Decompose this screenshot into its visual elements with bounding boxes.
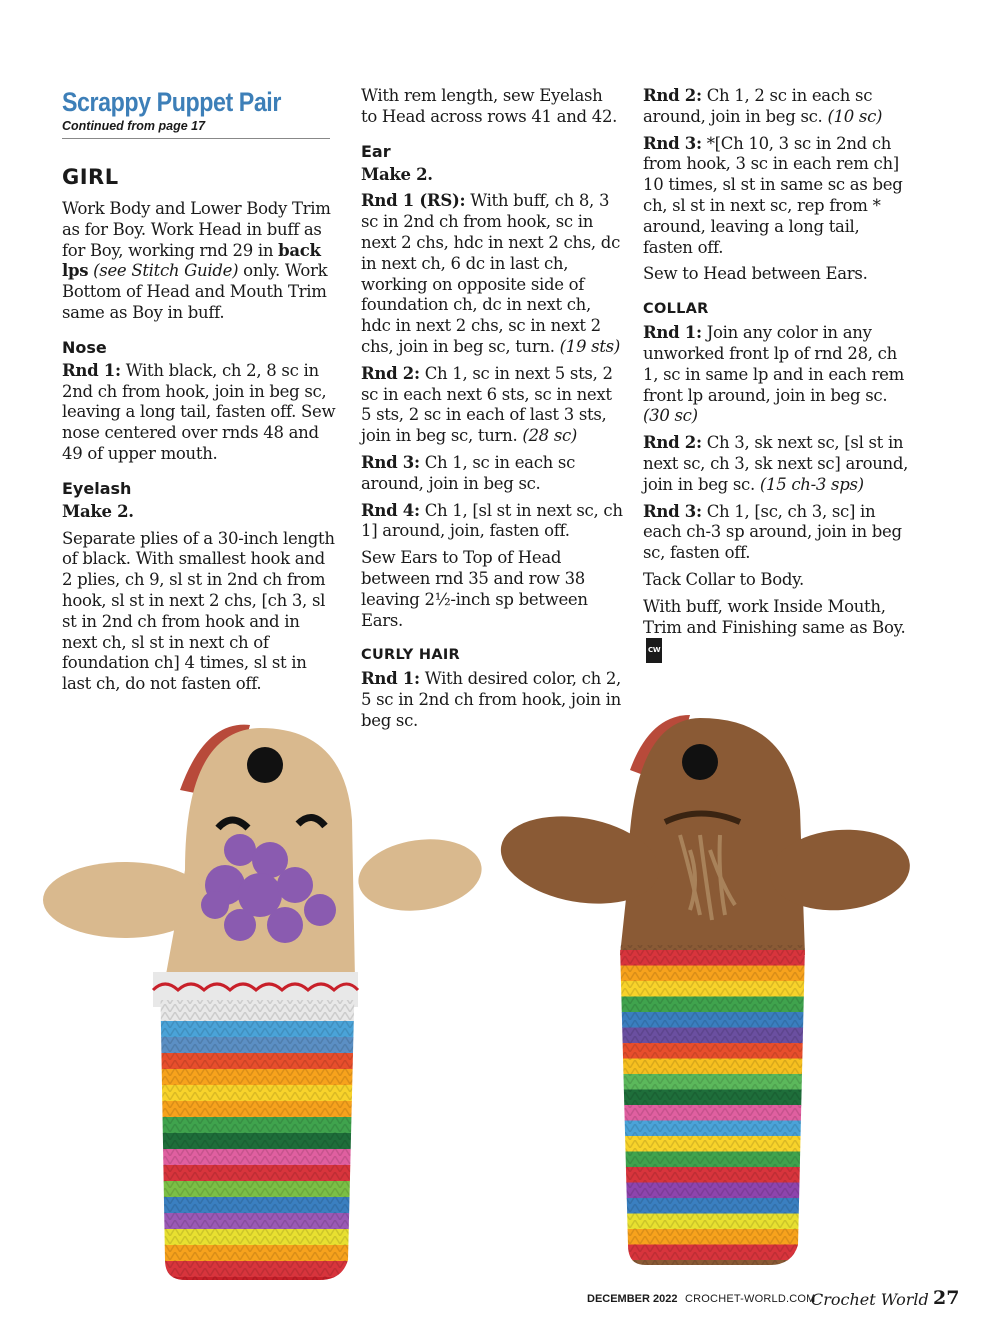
girl-right-ear — [354, 832, 487, 919]
ear-rnd-1: Rnd 1 (RS): With buff, ch 8, 3 sc in 2nd ch from hook, sc in next 2 chs, hdc in next 2 chs, dc in next ch, 6 dc in last ch, working on opposite side of foundation ch, dc in next ch, hdc in next 2 chs, sc in next 2 chs, join in beg sc, turn. (19 sts) — [361, 191, 621, 356]
collar-rnd-1: Rnd 1: Join any color in any unworked front lp of rnd 28, ch 1, sc in same lp and in each rem front lp around, join in beg sc. (30 sc) — [643, 323, 904, 426]
continued-note: Continued from page 17 — [62, 119, 206, 133]
eyelash-heading: Eyelash — [62, 478, 132, 498]
collar-rnd-3: Rnd 3: Ch 1, [sc, ch 3, sc] in each ch-3 sp around, join in beg sc, fasten off. — [643, 501, 902, 563]
eyelash-instructions: Separate plies of a 30-inch length of black. With smallest hook and 2 plies, ch 9, sl st in 2nd ch from hook, sl st in next 2 chs, [ch 3, sl st in 2nd ch from hook and in next ch, sl st in next ch of foundation ch] 4 times, sl st in last ch, do not fasten off. — [62, 528, 335, 694]
boy-puppet — [494, 715, 913, 1276]
nose-heading: Nose — [62, 337, 107, 357]
article-title: Scrappy Puppet Pair — [62, 87, 281, 117]
hair-rnd-2: Rnd 2: Ch 1, 2 sc in each sc around, join in beg sc. (10 sc) — [643, 86, 883, 126]
tack-collar: Tack Collar to Body. — [643, 569, 804, 589]
footer-magazine: Crochet World — [811, 1290, 929, 1309]
ear-sew: Sew Ears to Top of Head between rnd 35 and row 38 leaving 2½-inch sp between Ears. — [361, 548, 588, 630]
title-divider — [62, 138, 330, 139]
collar-rnd-2: Rnd 2: Ch 3, sk next sc, [sl st in next sc, ch 3, sk next sc] around, join in beg sc. (15 ch-3 sps) — [643, 433, 909, 494]
boy-nose — [682, 744, 718, 780]
puppet-photo — [0, 700, 999, 1300]
ear-rnd-4: Rnd 4: Ch 1, [sl st in next sc, ch 1] around, join, fasten off. — [361, 500, 623, 541]
column-2 — [361, 86, 623, 738]
column-1 — [62, 86, 338, 701]
curly-hair-heading: CURLY HAIR — [361, 647, 461, 664]
end-mark-icon: CW — [646, 638, 662, 663]
eyelash-sew: With rem length, sew Eyelash to Head across rows 41 and 42. — [361, 86, 618, 126]
section-heading-girl: GIRL — [62, 165, 119, 189]
finishing: With buff, work Inside Mouth, Trim and Finishing same as Boy.CW — [643, 597, 913, 663]
girl-left-ear — [43, 862, 207, 938]
ear-rnd-3: Rnd 3: Ch 1, sc in each sc around, join in beg sc. — [361, 452, 576, 493]
page-footer — [560, 1287, 960, 1310]
ear-heading: Ear — [361, 141, 391, 161]
column-3 — [643, 86, 913, 669]
hair-rnd-3: Rnd 3: *[Ch 10, 3 sc in 2nd ch from hook, 3 sc in each rem ch] 10 times, sl st in same sc as beg ch, sl st in next sc, rep from * around, leaving a long tail, fasten off. — [643, 133, 903, 257]
footer-date: DECEMBER 2022 — [587, 1293, 678, 1305]
nose-rnd-1: Rnd 1: With black, ch 2, 8 sc in 2nd ch from hook, join in beg sc, leaving a long tail, fasten off. Sew nose centered over rnds 48 and 49 of upper mouth. — [62, 360, 336, 463]
footer-website: CROCHET-WORLD.COM — [685, 1293, 816, 1305]
girl-intro: Work Body and Lower Body Trim as for Boy. Work Head in buff as for Boy, working rnd 29 in back lps (see Stitch Guide) only. Work Bottom of Head and Mouth Trim same as Boy in buff. — [62, 199, 331, 322]
ear-make-count: Make 2. — [361, 164, 433, 184]
ear-rnd-2: Rnd 2: Ch 1, sc in next 5 sts, 2 sc in each next 6 sts, sc in next 5 sts, 2 sc in each of last 3 sts, join in beg sc, turn. (28 sc) — [361, 363, 613, 446]
collar-heading: COLLAR — [643, 301, 709, 318]
hair-sew: Sew to Head between Ears. — [643, 264, 868, 284]
page-number: 27 — [933, 1287, 960, 1309]
girl-nose — [247, 747, 283, 783]
eyelash-make-count: Make 2. — [62, 501, 134, 521]
girl-puppet — [43, 725, 486, 1294]
hair-rnd-1: Rnd 1: With desired color, ch 2, 5 sc in 2nd ch from hook, join in beg sc. — [361, 669, 621, 730]
